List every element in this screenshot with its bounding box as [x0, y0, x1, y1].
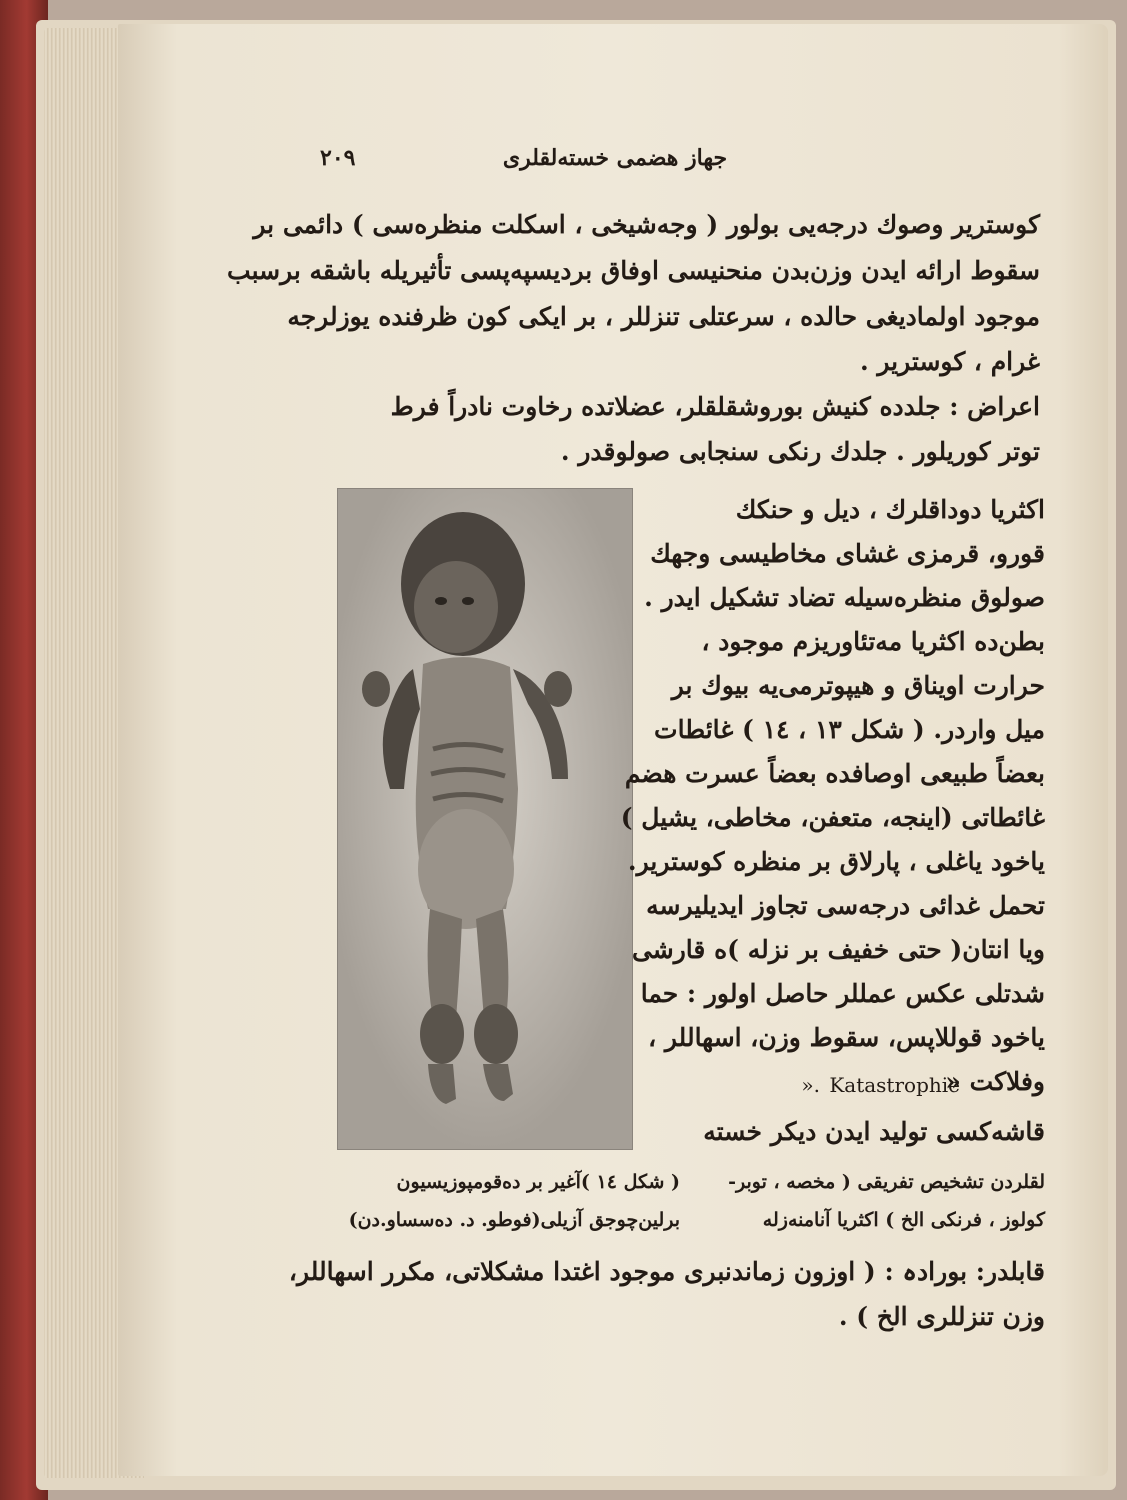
latin-term: Katastrophie	[829, 1073, 960, 1097]
text-line: توتر كوريلور . جلدك رنكی سنجابی صولوقدر .	[560, 437, 1040, 466]
text-line: بعضاً طبيعی اوصافده بعضاً عسرت هضم	[624, 759, 1045, 788]
text-line: شدتلی عكس عمللر حاصل اولور : حما	[640, 979, 1045, 1008]
text-line: ويا انتان( حتی خفيف بر نزله )ه قارشی	[631, 935, 1045, 964]
figure-photo	[337, 488, 633, 1150]
text-line: قورو، قرمزی غشای مخاطيسی وجهك	[650, 539, 1045, 568]
text-line: وفلاكت «	[945, 1067, 1045, 1096]
text-line: صولوق منظره‌سيله تضاد تشكيل ايدر .	[644, 583, 1045, 612]
figure-caption: برلين‌چوجق آزيلی(فوطو. د. ده‌سساو.دن)	[348, 1209, 680, 1231]
text-line: ياخود قوللاپس، سقوط وزن، اسهاللر ،	[648, 1023, 1045, 1052]
text-line: اعراض : جلدده كنيش بورو‌شقلقلر، عضلاتده رخاوت نادراً فرط	[390, 392, 1040, 421]
page-number: ٢٠٩	[320, 145, 356, 171]
text-line: كوستریر وصوك درجه‌يی بولور ( وجه‌شيخی ، اسكلت منظره‌سی ) دائمی بر	[253, 210, 1040, 239]
text-line: كولوز ، فرنكی الخ ) اكثريا آنامنه‌زله	[762, 1209, 1045, 1231]
text-line: حرارت اويناق و هيپوترمی‌يه بيوك بر	[671, 671, 1045, 700]
text-line: غائطاتی (اينجه، متعفن، مخاطی، يشيل )	[620, 803, 1045, 832]
text-line: قابلدر: بورادہ : ( اوزون زماندنبری موجود اغتدا مشكلاتی، مكرر اسهاللر،	[288, 1257, 1045, 1286]
text-line: ياخود ياغلی ، پارلاق بر منظره كوستریر.	[627, 847, 1045, 876]
text-line: ميل واردر. ( شكل ١٣ ، ١٤ ) غائطات	[654, 715, 1045, 744]
text-line: وزن تنزللری الخ ) .	[838, 1302, 1045, 1331]
text-line: تحمل غدائی درجه‌سی تجاوز ايديليرسه	[646, 891, 1045, 920]
running-title: جهاز هضمی خسته‌لقلری	[502, 145, 728, 171]
infant-photo-illustration	[338, 489, 632, 1149]
text-line: اكثريا دوداقلرك ، ديل و حنكك	[735, 495, 1045, 524]
text-line: بطن‌ده اكثريا مه‌تئاوريزم موجود ،	[701, 627, 1045, 656]
text-line: غرام ، كوستریر .	[859, 347, 1040, 376]
text-line: لقلردن تشخيص تفريقی ( مخصه ، توبر-	[728, 1171, 1045, 1193]
text-line: قاشه‌كسی توليد ايدن ديكر خسته‌	[703, 1117, 1045, 1146]
figure-caption: ( شكل ١٤ )آغير بر ده‌قومپوزيسيون	[396, 1171, 680, 1193]
text-line: سقوط ارائه ايدن وزن‌بدن منحنيسی اوفاق بردیسپه‌پسی تأثيريله باشقه برسبب	[227, 256, 1040, 285]
latin-term-end: ».	[801, 1073, 820, 1097]
text-line: موجود اولماديغی حالده ، سرعتلی تنزللر ، بر ايكی كون ظرفنده يوزلرجه	[287, 302, 1040, 331]
